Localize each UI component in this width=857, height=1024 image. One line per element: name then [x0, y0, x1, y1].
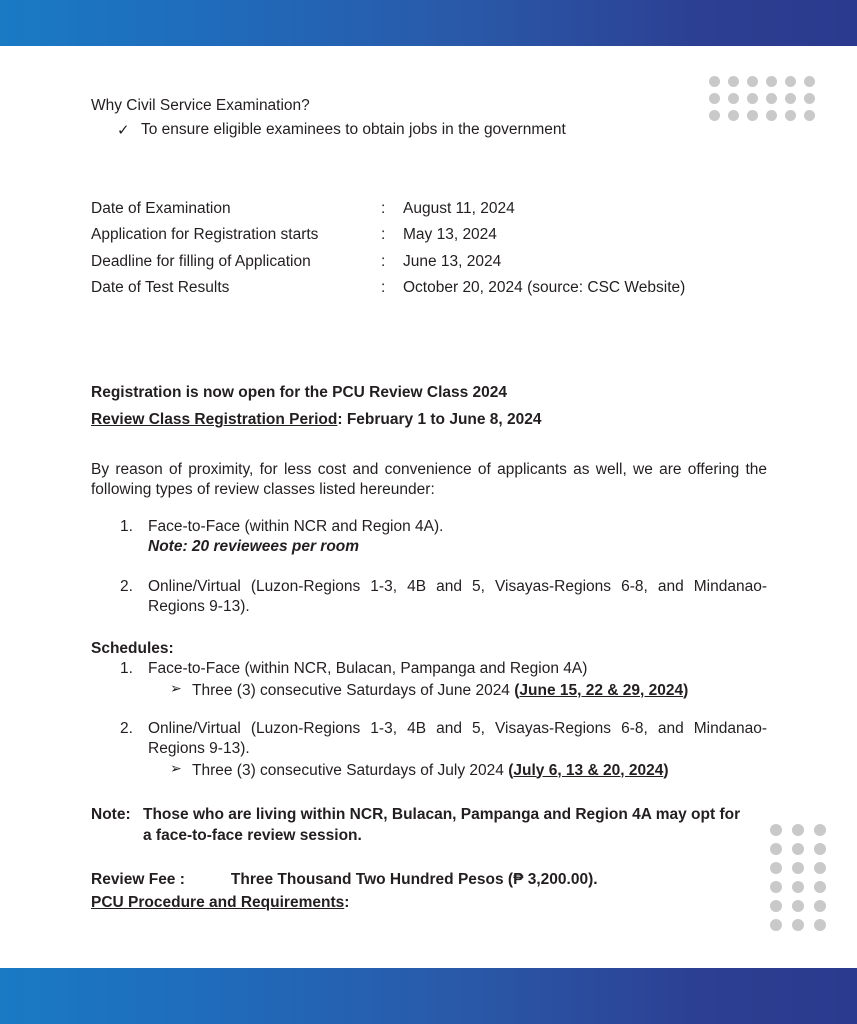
note-block	[91, 805, 767, 845]
registration-block	[91, 385, 767, 500]
fee-value: Three Thousand Two Hundred Pesos (₱ 3,200.00).	[230, 870, 598, 888]
registration-period-line	[91, 412, 767, 428]
detail-open-paren: (	[508, 761, 514, 779]
detail-open-paren: (	[514, 682, 520, 700]
schedule-label: Application for Registration starts	[91, 226, 319, 244]
detail-emphasis: June 15, 22 & 29, 2024	[519, 682, 684, 700]
schedule-item-text: Face-to-Face (within NCR, Bulacan, Pampanga and Region 4A)	[148, 660, 588, 678]
registration-period-separator: :	[337, 411, 347, 429]
detail-close-paren: )	[683, 682, 689, 700]
schedule-label: Date of Examination	[91, 199, 231, 217]
schedule-item-text: Online/Virtual (Luzon-Regions 1-3, 4B and 5, Visayas-Regions 6-8, and Mindanao-Regions 9-13).	[148, 719, 767, 757]
intro-answer-row	[117, 122, 767, 139]
class-type-note: Note: 20 reviewees per room	[148, 538, 360, 556]
class-types-list	[91, 517, 767, 616]
schedules-heading: Schedules:	[91, 639, 174, 657]
intro-question: Why Civil Service Examination?	[91, 97, 310, 114]
schedule-colon: :	[381, 252, 386, 270]
schedule-value: May 13, 2024	[403, 226, 497, 244]
table-row	[91, 201, 685, 228]
fee-block	[91, 870, 767, 914]
list-item	[120, 577, 767, 617]
examination-schedule-table	[91, 201, 685, 307]
list-marker: 2.	[120, 578, 133, 596]
table-row	[91, 280, 685, 307]
schedule-label: Date of Test Results	[91, 279, 230, 297]
table-row	[91, 227, 685, 254]
table-row	[91, 254, 685, 281]
schedule-table-body	[91, 201, 685, 307]
bottom-decorative-bar	[0, 968, 857, 1024]
registration-paragraph: By reason of proximity, for less cost and convenience of applicants as well, we are offering the following types of review classes listed hereunder:	[91, 460, 767, 498]
list-marker: 1.	[120, 660, 133, 678]
schedule-value: August 11, 2024	[403, 199, 515, 217]
list-item	[120, 719, 767, 780]
fee-line	[91, 870, 767, 891]
schedule-detail-row	[170, 761, 767, 781]
class-type-text: Face-to-Face (within NCR and Region 4A).	[148, 518, 444, 536]
detail-prefix: Three (3) consecutive Saturdays of July 2024	[192, 761, 509, 779]
schedule-colon: :	[381, 226, 386, 244]
top-decorative-bar	[0, 0, 857, 46]
arrow-bullet-icon: ➢	[170, 760, 182, 777]
schedule-colon: :	[381, 279, 386, 297]
registration-headline: Registration is now open for the PCU Review Class 2024	[91, 383, 508, 401]
document-content	[91, 98, 767, 913]
schedule-value: October 20, 2024 (source: CSC Website)	[403, 279, 686, 297]
schedule-value: June 13, 2024	[403, 252, 502, 270]
schedule-detail-row	[170, 681, 767, 701]
fee-label: Review Fee :	[91, 870, 185, 888]
schedule-label: Deadline for filling of Application	[91, 252, 311, 270]
schedule-colon: :	[381, 199, 386, 217]
page-body	[0, 46, 857, 968]
schedule-detail-text	[192, 761, 668, 781]
list-marker: 2.	[120, 719, 133, 737]
note-body: Those who are living within NCR, Bulacan, Pampanga and Region 4A may opt for a face-to-face review session.	[143, 806, 741, 844]
check-icon: ✓	[117, 120, 130, 139]
intro-answer-text: To ensure eligible examinees to obtain jobs in the government	[141, 120, 566, 138]
registration-period-label: Review Class Registration Period	[91, 411, 338, 429]
list-item	[120, 517, 767, 557]
note-label: Note:	[91, 806, 131, 824]
arrow-bullet-icon: ➢	[170, 681, 182, 698]
detail-emphasis: July 6, 13 & 20, 2024	[513, 761, 664, 779]
class-type-text: Online/Virtual (Luzon-Regions 1-3, 4B and 5, Visayas-Regions 6-8, and Mindanao-Regions 9-13).	[148, 578, 767, 615]
procedure-label: PCU Procedure and Requirements	[91, 893, 345, 911]
procedure-suffix: :	[344, 893, 350, 911]
registration-period-value: February 1 to June 8, 2024	[346, 411, 542, 429]
list-item	[120, 659, 767, 701]
schedule-detail-text	[192, 681, 688, 701]
procedure-line	[91, 893, 767, 914]
detail-prefix: Three (3) consecutive Saturdays of June 2024	[192, 682, 515, 700]
schedules-list	[91, 659, 767, 780]
detail-close-paren: )	[663, 761, 669, 779]
list-marker: 1.	[120, 518, 133, 536]
